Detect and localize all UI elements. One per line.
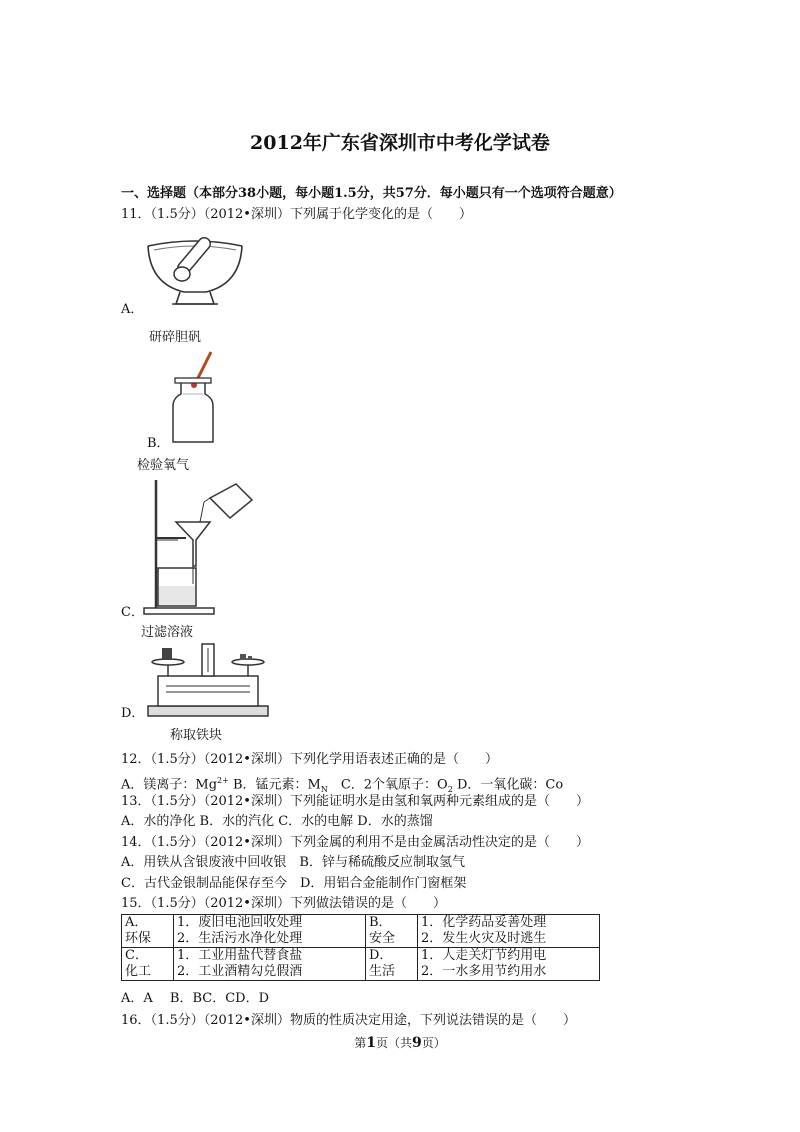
total-pages: 9 [412,1035,422,1051]
q11-option-b-caption: 检验氧气 [137,458,190,473]
table-cell: B． 安全 [366,915,418,948]
q15-table [121,914,600,981]
table-cell: C． 化工 [122,948,174,981]
mortar-pestle-image [140,222,250,310]
q12-option-b: B．锰元素：M [228,777,321,793]
q11-option-a-letter: A． [121,302,144,317]
table-row [122,948,600,981]
q12-option-a-charge: 2+ [217,776,229,785]
q13-stem: 13．（1.5分）（2012•深圳）下列能证明水是由氢和氧两种元素组成的是（ ） [121,794,589,809]
q12-stem: 12．（1.5分）（2012•深圳）下列化学用语表述正确的是（ ） [121,752,498,767]
q11-option-d-caption: 称取铁块 [170,728,223,743]
q14-options-line2: C．古代金银制品能保存至今 D．用铝合金能制作门窗框架 [121,876,467,891]
q11-option-d-letter: D． [121,706,145,721]
q12-option-c: C．2个氧原子：O [327,777,448,793]
q11-option-b-letter: B． [147,436,170,451]
q13-options: A．水的净化 B．水的汽化 C．水的电解 D．水的蒸馏 [121,814,433,829]
q15-stem: 15．（1.5分）（2012•深圳）下列做法错误的是（ ） [121,896,446,911]
q11-option-c-caption: 过滤溶液 [141,625,194,640]
section-heading: 一、选择题（本部分38小题，每小题1.5分，共57分．每小题只有一个选项符合题意） [121,186,622,201]
q11-option-a-caption: 研碎胆矾 [149,330,202,345]
q16-stem: 16．（1.5分）（2012•深圳）物质的性质决定用途，下列说法错误的是（ ） [121,1013,576,1028]
filtration-image [138,478,258,618]
q11-option-c-letter: C． [121,605,144,620]
q14-stem: 14．（1.5分）（2012•深圳）下列金属的利用不是由金属活动性决定的是（ ） [121,835,589,850]
q12-option-a: A．镁离子：Mg [121,777,218,793]
q11-stem: 11．（1.5分）（2012•深圳）下列属于化学变化的是（ ） [121,207,472,222]
page-footer: 第1页（共9页） [354,1035,446,1051]
table-cell: 1．人走关灯节约用电 2．一水多用节约用水 [418,948,600,981]
q15-options: A．A B．BC．CD．D [121,991,269,1006]
balance-scale-image [144,640,272,720]
oxygen-test-image [165,350,225,446]
table-cell: 1．工业用盐代替食盐 2．工业酒精勾兑假酒 [174,948,366,981]
q12-option-d: D．一氧化碳：Co [452,777,564,793]
q12-option-b-sub: N [320,784,328,794]
table-row [122,915,600,948]
table-cell: A． 环保 [122,915,174,948]
table-cell: 1．化学药品妥善处理 2．发生火灾及时逃生 [418,915,600,948]
page-title: 2012年广东省深圳市中考化学试卷 [250,132,550,154]
q14-options-line1: A．用铁从含银废液中回收银 B．锌与稀硫酸反应制取氢气 [121,855,465,870]
table-cell: 1．废旧电池回收处理 2．生活污水净化处理 [174,915,366,948]
table-cell: D． 生活 [366,948,418,981]
page-number: 1 [366,1035,376,1051]
q12-option-c-sub: 2 [447,784,453,794]
